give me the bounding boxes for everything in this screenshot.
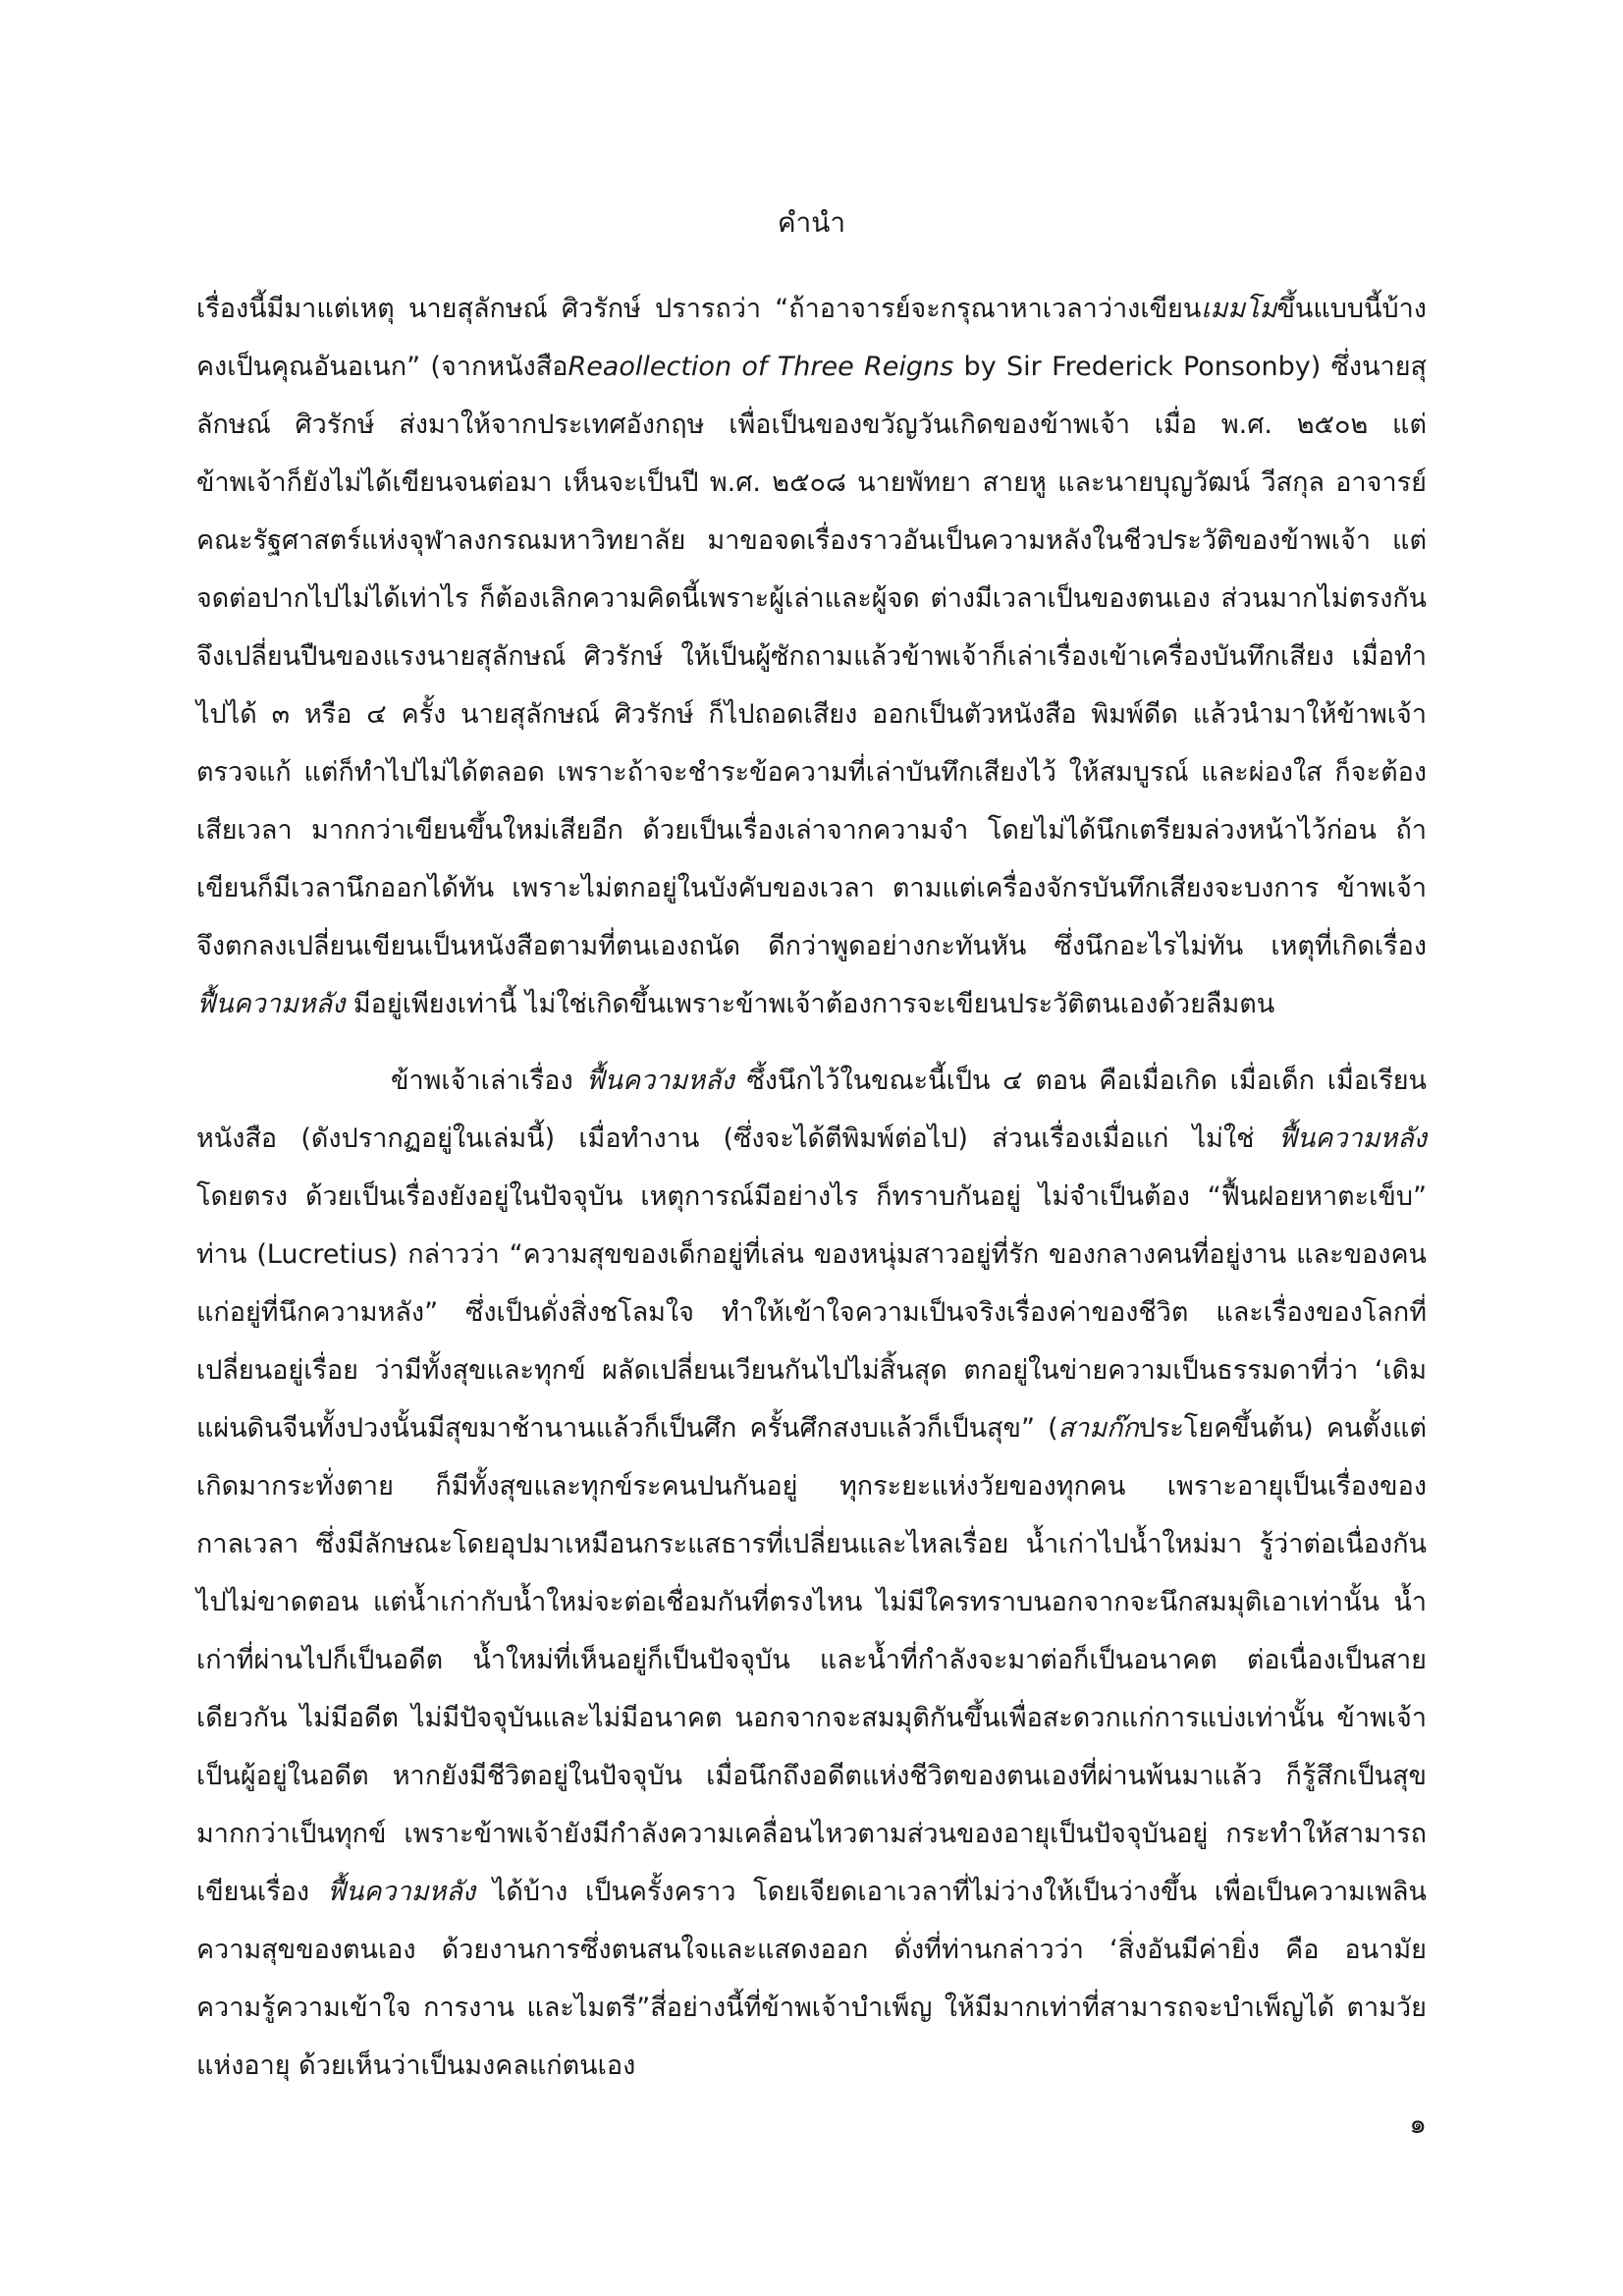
paragraph-1-line-3: ลักษณ์ ศิวรักษ์ ส่งมาให้จากประเทศอังกฤษ เพื่อเป็นของขวัญวันเกิดของข้าพเจ้า เมื่อ พ.ศ. ๒๕๐๒ แต่ (196, 410, 1427, 440)
text-run: ประโยคขึ้นต้น) คนตั้งแต่ (1138, 1413, 1427, 1444)
italic-book-title: Reaollection of Three Reigns (568, 352, 954, 382)
text-run: by Sir Frederick Ponsonby) ซึ่งนายสุ (953, 352, 1428, 382)
text-run: หนังสือ (ดังปรากฏอยู่ในเล่มนี้) เมื่อทำงาน (ซึ่งจะได้ตีพิมพ์ต่อไป) ส่วนเรื่องเมื่อแก่ ไม่ใช่ (196, 1123, 1278, 1154)
paragraph-2-line-18: แห่งอายุ ด้วยเห็นว่าเป็นมงคลแก่ตนเอง (196, 2050, 636, 2081)
paragraph-1-line-7: จึงเปลี่ยนปืนของแรงนายสุลักษณ์ ศิวรักษ์ ให้เป็นผู้ซักถามแล้วข้าพเจ้าก็เล่าเรื่องเข้าเครื่องบันทึกเสียง เมื่อทำ (196, 641, 1427, 672)
paragraph-2-line-16: ความสุขของตนเอง ด้วยงานการซึ่งตนสนใจและแสดงออก ดั่งที่ท่านกล่าวว่า ‘สิ่งอันมีค่ายิ่ง คือ อนามัย (196, 1935, 1427, 1965)
paragraph-2-line-1 (391, 1062, 1427, 1101)
text-run: คงเป็นคุณอันอเนก” (จากหนังสือ (196, 352, 568, 382)
italic-term-fuen-khwam-lang: ฟื้นความหลัง (326, 1877, 476, 1907)
paragraph-2-line-10: ไปไม่ขาดตอน แต่น้ำเก่ากับน้ำใหม่จะต่อเชื่อมกันที่ตรงไหน ไม่มีใครทราบนอกจากจะนึกสมมุติเอาเท่านั้น น้ำ (196, 1587, 1427, 1617)
paragraph-2-line-14: มากกว่าเป็นทุกข์ เพราะข้าพเจ้ายังมีกำลังความเคลื่อนไหวตามส่วนของอายุเป็นปัจจุบันอยู่ กระทำให้สามารถ (196, 1819, 1427, 1849)
italic-term-memo: เมมโม (1201, 294, 1277, 324)
paragraph-1-line-1 (196, 290, 1427, 329)
paragraph-2-line-11: เก่าที่ผ่านไปก็เป็นอดีต น้ำใหม่ที่เห็นอยู่ก็เป็นปัจจุบัน และน้ำที่กำลังจะมาต่อก็เป็นอนาคต ต่อเนื่องเป็นสาย (196, 1645, 1427, 1675)
paragraph-1-line-5: คณะรัฐศาสตร์แห่งจุฬาลงกรณมหาวิทยาลัย มาขอจดเรื่องราวอันเป็นความหลังในชีวประวัติของข้าพเจ้า แต่ (196, 525, 1427, 556)
text-run: ซึ้งนึกไว้ในขณะนี้เป็น ๔ ตอน คือเมื่อเกิด เมื่อเด็ก เมื่อเรียน (733, 1066, 1427, 1096)
italic-term-fuen-khwam-lang: ฟื้นความหลัง (585, 1066, 734, 1096)
text-run: มีอยู่เพียงเท่านี้ ไม่ใช่เกิดขึ้นเพราะข้าพเจ้าต้องการจะเขียนประวัติตนเองด้วยลืมตน (345, 989, 1275, 1019)
paragraph-1-line-13 (196, 985, 1427, 1024)
paragraph-2-line-2 (196, 1120, 1427, 1159)
paragraph-2-line-7 (196, 1409, 1427, 1449)
paragraph-1-line-4: ข้าพเจ้าก็ยังไม่ได้เขียนจนต่อมา เห็นจะเป็นปี พ.ศ. ๒๕๐๘ นายพัทยา สายหู และนายบุญวัฒน์ วีสกุล อาจารย์ (196, 467, 1427, 498)
text-run: ได้บ้าง เป็นครั้งคราว โดยเจียดเอาเวลาที่ไม่ว่างให้เป็นว่างขึ้น เพื่อเป็นความเพลิน (475, 1877, 1427, 1907)
paragraph-2-line-6: เปลี่ยนอยู่เรื่อย ว่ามีทั้งสุขและทุกข์ ผลัดเปลี่ยนเวียนกันไปไม่สิ้นสุด ตกอยู่ในข่ายความเป็นธรรมดาที่ว่า ‘เดิม (196, 1355, 1427, 1386)
paragraph-2-line-5: แก่อยู่ที่นึกความหลัง” ซึ่งเป็นดั่งสิ่งชโลมใจ ทำให้เข้าใจความเป็นจริงเรื่องค่าของชีวิต และเรื่องของโลกที่ (196, 1297, 1427, 1328)
paragraph-1-line-8: ไปได้ ๓ หรือ ๔ ครั้ง นายสุลักษณ์ ศิวรักษ์ ก็ไปถอดเสียง ออกเป็นตัวหนังสือ พิมพ์ดีด แล้วนำมาให้ข้าพเจ้า (196, 699, 1427, 730)
paragraph-2-line-17: ความรู้ความเข้าใจ การงาน และไมตรี”สี่อย่างนี้ที่ข้าพเจ้าบำเพ็ญ ให้มีมากเท่าที่สามารถจะบำเพ็ญได้ ตามวัย (196, 1993, 1427, 2023)
paragraph-2-line-13: เป็นผู้อยู่ในอดีต หากยังมีชีวิตอยู่ในปัจจุบัน เมื่อนึกถึงอดีตแห่งชีวิตของตนเองที่ผ่านพ้นมาแล้ว ก็รู้สึกเป็นสุข (196, 1761, 1427, 1791)
page-number: ๑ (1409, 2107, 1427, 2140)
paragraph-1-line-12: จึงตกลงเปลี่ยนเขียนเป็นหนังสือตามที่ตนเองถนัด ดีกว่าพูดอย่างกะทันหัน ซึ่งนึกอะไรไม่ทัน เหตุที่เกิดเรื่อง (196, 931, 1427, 961)
paragraph-2-line-9: กาลเวลา ซึ่งมีลักษณะโดยอุปมาเหมือนกระแสธารที่เปลี่ยนและไหลเรื่อย น้ำเก่าไปน้ำใหม่มา รู้ว่าต่อเนื่องกัน (196, 1529, 1427, 1559)
text-run: ขึ้นแบบนี้บ้าง (1276, 294, 1427, 324)
page-title: คำนำ (777, 206, 846, 239)
paragraph-2-line-12: เดียวกัน ไม่มีอดีต ไม่มีปัจจุบันและไม่มีอนาคต นอกจากจะสมมุติกันขึ้นเพื่อสะดวกแก่การแบ่งเท่านั้น ข้าพเจ้า (196, 1703, 1427, 1733)
text-run: ข้าพเจ้าเล่าเรื่อง (391, 1066, 586, 1096)
italic-term-fuen-khwam-lang: ฟื้นความหลัง (1277, 1123, 1427, 1154)
italic-book-sam-kok: สามก๊ก (1057, 1413, 1139, 1444)
text-run: แผ่นดินจีนทั้งปวงนั้นมีสุขมาช้านานแล้วก็เป็นศึก ครั้นศึกสงบแล้วก็เป็นสุข” ( (196, 1413, 1058, 1444)
paragraph-1-line-2 (196, 348, 1427, 387)
paragraph-1-line-10: เสียเวลา มากกว่าเขียนขึ้นใหม่เสียอีก ด้วยเป็นเรื่องเล่าจากความจำ โดยไม่ได้นึกเตรียมล่วงหน้าไว้ก่อน ถ้า (196, 815, 1427, 846)
paragraph-1-line-6: จดต่อปากไปไม่ได้เท่าไร ก็ต้องเลิกความคิดนี้เพราะผู้เล่าและผู้จด ต่างมีเวลาเป็นของตนเอง ส่วนมากไม่ตรงกัน (196, 583, 1427, 614)
paragraph-2-line-15 (196, 1873, 1427, 1912)
text-run: เรื่องนี้มีมาแต่เหตุ นายสุลักษณ์ ศิวรักษ์ ปรารถว่า “ถ้าอาจารย์จะกรุณาหาเวลาว่างเขียน (196, 294, 1202, 324)
paragraph-2-line-8: เกิดมากระทั่งตาย ก็มีทั้งสุขและทุกข์ระคนปนกันอยู่ ทุกระยะแห่งวัยของทุกคน เพราะอายุเป็นเรื่องของ (196, 1471, 1427, 1502)
paragraph-2-line-4: ท่าน (Lucretius) กล่าวว่า “ความสุขของเด็กอยู่ที่เล่น ของหนุ่มสาวอยู่ที่รัก ของกลางคนที่อยู่งาน และของคน (196, 1239, 1427, 1270)
text-run: เขียนเรื่อง (196, 1877, 327, 1907)
italic-term-fuen-khwam-lang: ฟื้นความหลัง (196, 989, 346, 1019)
paragraph-1-line-11: เขียนก็มีเวลานึกออกได้ทัน เพราะไม่ตกอยู่ในบังคับของเวลา ตามแต่เครื่องจักรบันทึกเสียงจะบงการ ข้าพเจ้า (196, 873, 1427, 903)
paragraph-2-line-3: โดยตรง ด้วยเป็นเรื่องยังอยู่ในปัจจุบัน เหตุการณ์มีอย่างไร ก็ทราบกันอยู่ ไม่จำเป็นต้อง “ฟื้นฝอยหาตะเข็บ” (196, 1181, 1427, 1212)
paragraph-1-line-9: ตรวจแก้ แต่ก็ทำไปไม่ได้ตลอด เพราะถ้าจะชำระข้อความที่เล่าบันทึกเสียงไว้ ให้สมบูรณ์ และผ่องใส ก็จะต้อง (196, 757, 1427, 788)
